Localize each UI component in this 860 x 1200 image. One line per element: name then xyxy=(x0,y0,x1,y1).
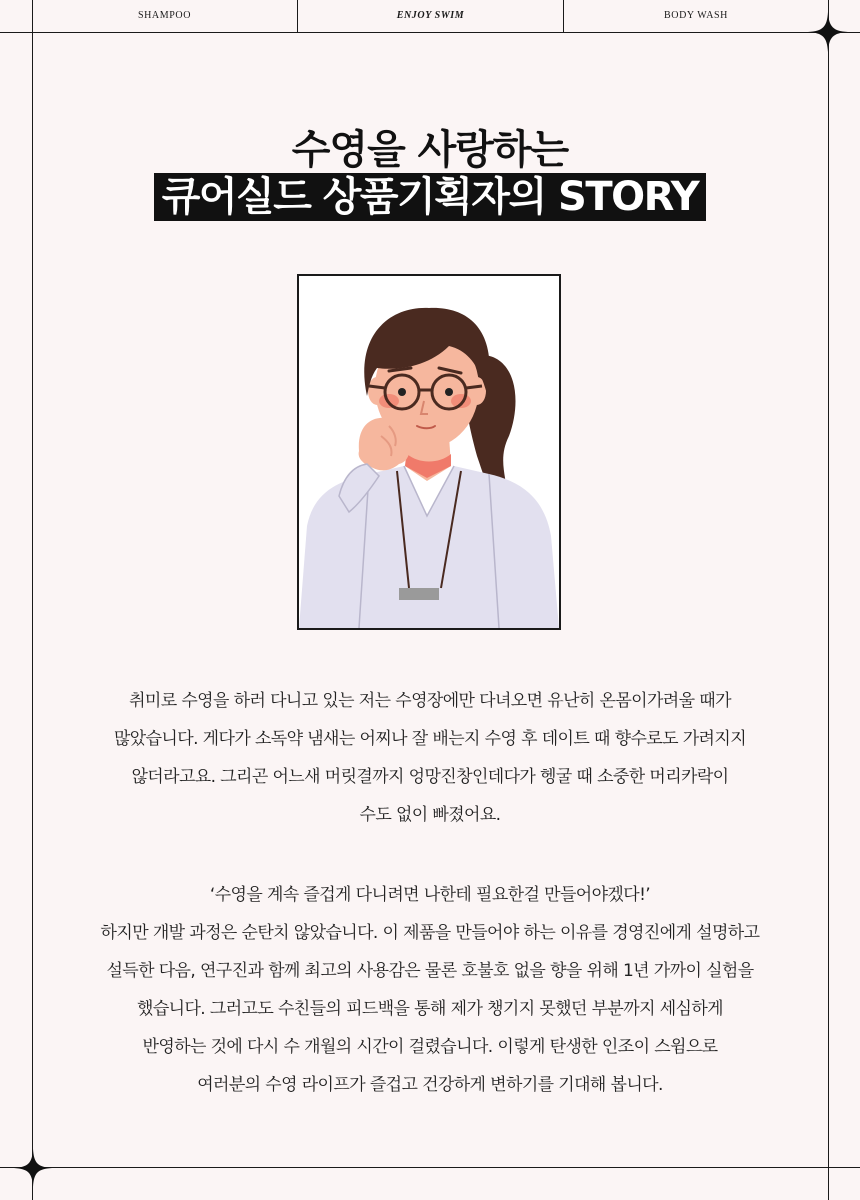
sparkle-icon xyxy=(14,1149,52,1187)
top-nav xyxy=(0,0,860,32)
text-line: 수도 없이 빠졌어요. xyxy=(359,805,501,825)
text-line: 설득한 다음, 연구진과 함께 최고의 사용감은 물론 호불호 없을 향을 위해 1년 가까이 실험을 xyxy=(106,961,754,981)
frame-bottom-line xyxy=(0,1167,860,1168)
text-line: 반영하는 것에 다시 수 개월의 시간이 걸렸습니다. 이렇게 탄생한 인조이 스윔으로 xyxy=(142,1037,718,1057)
text-line: 하지만 개발 과정은 순탄치 않았습니다. 이 제품을 만들어야 하는 이유를 경영진에게 설명하고 xyxy=(100,923,760,943)
text-line: 취미로 수영을 하러 다니고 있는 저는 수영장에만 다녀오면 유난히 온몸이가려울 때가 xyxy=(129,691,731,711)
text-line: 않더라고요. 그리곤 어느새 머릿결까지 엉망진창인데다가 헹굴 때 소중한 머리카락이 xyxy=(131,767,729,787)
page-title: 수영을 사랑하는 xyxy=(291,127,569,173)
text-line: 여러분의 수영 라이프가 즐겁고 건강하게 변하기를 기대해 봅니다. xyxy=(197,1075,663,1095)
quote-line: ‘수영을 계속 즐겁게 다니려면 나한테 필요한걸 만들어야겠다!’ xyxy=(209,885,651,905)
woman-thinking-icon xyxy=(299,276,559,628)
sparkle-icon xyxy=(808,12,848,52)
text-line: 했습니다. 그러고도 수친들의 피드백을 통해 제가 챙기지 못했던 부분까지 세심하게 xyxy=(137,999,723,1019)
page-subtitle-highlight: 큐어실드 상품기획자의 STORY xyxy=(154,173,706,221)
story-paragraph-1 xyxy=(40,682,820,834)
nav-enjoy-swim[interactable]: ENJOY SWIM xyxy=(396,10,465,21)
nav-shampoo[interactable]: SHAMPOO xyxy=(137,10,192,21)
woman-thinking-illustration xyxy=(297,274,561,630)
frame-top-line xyxy=(0,32,860,33)
story-paragraph-2 xyxy=(40,876,820,1104)
nav-body-wash[interactable]: BODY WASH xyxy=(663,10,729,21)
text-line: 많았습니다. 게다가 소독약 냄새는 어찌나 잘 배는지 수영 후 데이트 때 향수로도 가려지지 xyxy=(113,729,747,749)
